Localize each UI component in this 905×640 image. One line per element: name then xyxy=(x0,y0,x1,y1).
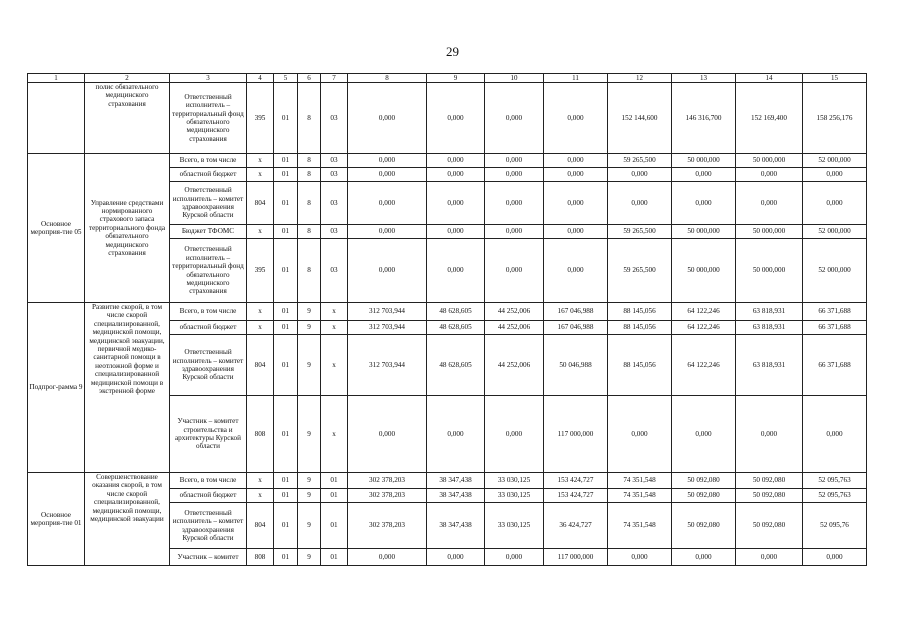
amount-cell: 88 145,056 xyxy=(608,321,672,335)
header-cell: 15 xyxy=(803,74,867,83)
amount-cell: 50 000,000 xyxy=(736,225,803,239)
amount-cell: 146 316,700 xyxy=(672,83,736,154)
amount-cell: 59 265,500 xyxy=(608,239,672,303)
amount-cell: 0,000 xyxy=(803,182,867,225)
program-cell: Основное мероприя-тие 01 xyxy=(28,473,85,566)
code-cell: 9 xyxy=(298,503,321,549)
amount-cell: 153 424,727 xyxy=(544,489,608,503)
amount-cell: 0,000 xyxy=(544,225,608,239)
amount-cell: 48 628,605 xyxy=(427,335,485,396)
amount-cell: 153 424,727 xyxy=(544,473,608,489)
amount-cell: 36 424,727 xyxy=(544,503,608,549)
code-cell: x xyxy=(321,303,348,321)
amount-cell: 0,000 xyxy=(348,225,427,239)
code-cell: 01 xyxy=(274,168,298,182)
code-cell: 9 xyxy=(298,335,321,396)
amount-cell: 0,000 xyxy=(427,154,485,168)
header-cell: 7 xyxy=(321,74,348,83)
amount-cell: 50 000,000 xyxy=(672,225,736,239)
amount-cell: 0,000 xyxy=(427,225,485,239)
amount-cell: 48 628,605 xyxy=(427,321,485,335)
amount-cell: 302 378,203 xyxy=(348,473,427,489)
amount-cell: 152 144,600 xyxy=(608,83,672,154)
amount-cell: 64 122,246 xyxy=(672,303,736,321)
code-cell: 03 xyxy=(321,154,348,168)
code-cell: 8 xyxy=(298,154,321,168)
amount-cell: 0,000 xyxy=(608,168,672,182)
amount-cell: 50 000,000 xyxy=(672,239,736,303)
header-cell: 4 xyxy=(247,74,274,83)
code-cell: 01 xyxy=(274,83,298,154)
code-cell: 9 xyxy=(298,473,321,489)
executor-cell: Бюджет ТФОМС xyxy=(170,225,247,239)
amount-cell: 0,000 xyxy=(348,182,427,225)
amount-cell: 88 145,056 xyxy=(608,335,672,396)
header-cell: 6 xyxy=(298,74,321,83)
amount-cell: 50 092,080 xyxy=(736,473,803,489)
amount-cell: 50 092,080 xyxy=(672,503,736,549)
executor-cell: Участник – комитет xyxy=(170,549,247,566)
code-cell: 395 xyxy=(247,83,274,154)
amount-cell: 74 351,548 xyxy=(608,489,672,503)
header-row xyxy=(28,74,867,83)
page-number: 29 xyxy=(446,44,459,59)
amount-cell: 52 095,763 xyxy=(803,473,867,489)
amount-cell: 0,000 xyxy=(803,549,867,566)
code-cell: 9 xyxy=(298,489,321,503)
measure-name-cell: Управление средствами нормированного страхового запаса территориального фонда обязательного медицинского страхования xyxy=(85,154,170,303)
executor-cell: областной бюджет xyxy=(170,321,247,335)
code-cell: 01 xyxy=(321,473,348,489)
amount-cell: 0,000 xyxy=(348,396,427,473)
amount-cell: 0,000 xyxy=(544,154,608,168)
amount-cell: 0,000 xyxy=(348,168,427,182)
code-cell: x xyxy=(247,473,274,489)
executor-cell: Ответственный исполнитель – комитет здравоохранения Курской области xyxy=(170,182,247,225)
amount-cell: 0,000 xyxy=(485,168,544,182)
code-cell: 8 xyxy=(298,239,321,303)
amount-cell: 158 256,176 xyxy=(803,83,867,154)
table-row xyxy=(28,154,867,168)
code-cell: x xyxy=(247,303,274,321)
amount-cell: 0,000 xyxy=(672,396,736,473)
amount-cell: 302 378,203 xyxy=(348,489,427,503)
amount-cell: 74 351,548 xyxy=(608,473,672,489)
amount-cell: 0,000 xyxy=(485,182,544,225)
code-cell: 9 xyxy=(298,396,321,473)
header-cell: 13 xyxy=(672,74,736,83)
measure-name-cell: полис обязательного медицинского страхования xyxy=(85,83,170,154)
code-cell: 8 xyxy=(298,168,321,182)
amount-cell: 0,000 xyxy=(485,225,544,239)
amount-cell: 0,000 xyxy=(736,182,803,225)
program-cell: Подпрог-рамма 9 xyxy=(28,303,85,473)
code-cell: x xyxy=(247,321,274,335)
amount-cell: 0,000 xyxy=(544,182,608,225)
code-cell: 01 xyxy=(274,473,298,489)
amount-cell: 167 046,988 xyxy=(544,303,608,321)
measure-name-cell: Развитие скорой, в том числе скорой специализированной, медицинской помощи, медицинской эвакуации, первичной медико-санитарной помощи в неотложной форме и специализированной медицинской помощи в экстренной форме xyxy=(85,303,170,473)
amount-cell: 52 000,000 xyxy=(803,225,867,239)
amount-cell: 0,000 xyxy=(672,549,736,566)
code-cell: 395 xyxy=(247,239,274,303)
header-cell: 14 xyxy=(736,74,803,83)
amount-cell: 66 371,688 xyxy=(803,335,867,396)
code-cell: 01 xyxy=(321,503,348,549)
amount-cell: 38 347,438 xyxy=(427,473,485,489)
amount-cell: 0,000 xyxy=(427,549,485,566)
amount-cell: 0,000 xyxy=(736,168,803,182)
amount-cell: 0,000 xyxy=(544,239,608,303)
amount-cell: 0,000 xyxy=(485,239,544,303)
table-row xyxy=(28,473,867,489)
measure-name-cell: Совершенствование оказания скорой, в том числе скорой специализированной, медицинской помощи, медицинской эвакуации xyxy=(85,473,170,566)
amount-cell: 0,000 xyxy=(608,396,672,473)
code-cell: x xyxy=(247,154,274,168)
header-cell: 2 xyxy=(85,74,170,83)
code-cell: 01 xyxy=(321,489,348,503)
amount-cell: 312 703,944 xyxy=(348,303,427,321)
code-cell: 03 xyxy=(321,168,348,182)
amount-cell: 167 046,988 xyxy=(544,321,608,335)
amount-cell: 0,000 xyxy=(485,396,544,473)
amount-cell: 52 095,76 xyxy=(803,503,867,549)
header-cell: 5 xyxy=(274,74,298,83)
amount-cell: 0,000 xyxy=(672,182,736,225)
amount-cell: 50 000,000 xyxy=(672,154,736,168)
code-cell: 03 xyxy=(321,182,348,225)
code-cell: 03 xyxy=(321,83,348,154)
code-cell: 804 xyxy=(247,503,274,549)
code-cell: 01 xyxy=(274,182,298,225)
header-cell: 10 xyxy=(485,74,544,83)
amount-cell: 0,000 xyxy=(427,83,485,154)
code-cell: 01 xyxy=(274,225,298,239)
amount-cell: 0,000 xyxy=(427,239,485,303)
amount-cell: 66 371,688 xyxy=(803,303,867,321)
executor-cell: Ответственный исполнитель – комитет здравоохранения Курской области xyxy=(170,335,247,396)
code-cell: 01 xyxy=(274,335,298,396)
amount-cell: 0,000 xyxy=(348,83,427,154)
executor-cell: Всего, в том числе xyxy=(170,473,247,489)
amount-cell: 50 000,000 xyxy=(736,239,803,303)
amount-cell: 0,000 xyxy=(427,396,485,473)
amount-cell: 50 092,080 xyxy=(736,503,803,549)
code-cell: 808 xyxy=(247,549,274,566)
amount-cell: 44 252,006 xyxy=(485,303,544,321)
amount-cell: 0,000 xyxy=(348,549,427,566)
code-cell: 9 xyxy=(298,549,321,566)
amount-cell: 117 000,000 xyxy=(544,396,608,473)
table-row xyxy=(28,83,867,154)
code-cell: x xyxy=(247,225,274,239)
amount-cell: 0,000 xyxy=(485,83,544,154)
header-cell: 9 xyxy=(427,74,485,83)
amount-cell: 0,000 xyxy=(608,182,672,225)
amount-cell: 0,000 xyxy=(608,549,672,566)
amount-cell: 117 000,000 xyxy=(544,549,608,566)
code-cell: 808 xyxy=(247,396,274,473)
code-cell: 01 xyxy=(274,549,298,566)
amount-cell: 0,000 xyxy=(672,168,736,182)
budget-table xyxy=(27,73,867,566)
amount-cell: 50 000,000 xyxy=(736,154,803,168)
amount-cell: 52 095,763 xyxy=(803,489,867,503)
executor-cell: Ответственный исполнитель – комитет здравоохранения Курской области xyxy=(170,503,247,549)
amount-cell: 312 703,944 xyxy=(348,335,427,396)
amount-cell: 0,000 xyxy=(427,168,485,182)
header-cell: 8 xyxy=(348,74,427,83)
header-cell: 3 xyxy=(170,74,247,83)
code-cell: 01 xyxy=(274,503,298,549)
amount-cell: 59 265,500 xyxy=(608,225,672,239)
amount-cell: 50 092,080 xyxy=(736,489,803,503)
code-cell: 01 xyxy=(321,549,348,566)
amount-cell: 0,000 xyxy=(348,154,427,168)
amount-cell: 63 818,931 xyxy=(736,303,803,321)
code-cell: 01 xyxy=(274,321,298,335)
amount-cell: 0,000 xyxy=(427,182,485,225)
code-cell: 01 xyxy=(274,489,298,503)
executor-cell: областной бюджет xyxy=(170,489,247,503)
amount-cell: 33 030,125 xyxy=(485,489,544,503)
code-cell: 9 xyxy=(298,303,321,321)
amount-cell: 38 347,438 xyxy=(427,489,485,503)
code-cell: x xyxy=(247,489,274,503)
executor-cell: Всего, в том числе xyxy=(170,303,247,321)
code-cell: 804 xyxy=(247,182,274,225)
amount-cell: 50 092,080 xyxy=(672,489,736,503)
amount-cell: 48 628,605 xyxy=(427,303,485,321)
code-cell: 8 xyxy=(298,225,321,239)
code-cell: 804 xyxy=(247,335,274,396)
amount-cell: 50 046,988 xyxy=(544,335,608,396)
code-cell: 9 xyxy=(298,321,321,335)
amount-cell: 152 169,400 xyxy=(736,83,803,154)
amount-cell: 0,000 xyxy=(544,168,608,182)
amount-cell: 33 030,125 xyxy=(485,473,544,489)
amount-cell: 66 371,688 xyxy=(803,321,867,335)
header-cell: 11 xyxy=(544,74,608,83)
amount-cell: 52 000,000 xyxy=(803,154,867,168)
amount-cell: 0,000 xyxy=(803,396,867,473)
executor-cell: Участник – комитет строительства и архитектуры Курской области xyxy=(170,396,247,473)
amount-cell: 63 818,931 xyxy=(736,335,803,396)
header-cell: 1 xyxy=(28,74,85,83)
code-cell: 01 xyxy=(274,396,298,473)
amount-cell: 33 030,125 xyxy=(485,503,544,549)
code-cell: 8 xyxy=(298,182,321,225)
amount-cell: 64 122,246 xyxy=(672,335,736,396)
amount-cell: 44 252,006 xyxy=(485,321,544,335)
amount-cell: 0,000 xyxy=(485,154,544,168)
amount-cell: 64 122,246 xyxy=(672,321,736,335)
code-cell: x xyxy=(321,396,348,473)
code-cell: x xyxy=(321,321,348,335)
code-cell: 01 xyxy=(274,154,298,168)
executor-cell: Ответственный исполнитель – территориальный фонд обязательного медицинского страхования xyxy=(170,239,247,303)
amount-cell: 59 265,500 xyxy=(608,154,672,168)
amount-cell: 44 252,006 xyxy=(485,335,544,396)
executor-cell: областной бюджет xyxy=(170,168,247,182)
amount-cell: 50 092,080 xyxy=(672,473,736,489)
executor-cell: Всего, в том числе xyxy=(170,154,247,168)
program-cell xyxy=(28,83,85,154)
amount-cell: 0,000 xyxy=(348,239,427,303)
amount-cell: 312 703,944 xyxy=(348,321,427,335)
program-cell: Основное мероприя-тие 05 xyxy=(28,154,85,303)
header-cell: 12 xyxy=(608,74,672,83)
code-cell: 03 xyxy=(321,239,348,303)
code-cell: 8 xyxy=(298,83,321,154)
code-cell: 01 xyxy=(274,303,298,321)
code-cell: 03 xyxy=(321,225,348,239)
amount-cell: 63 818,931 xyxy=(736,321,803,335)
amount-cell: 74 351,548 xyxy=(608,503,672,549)
amount-cell: 0,000 xyxy=(736,549,803,566)
code-cell: x xyxy=(321,335,348,396)
amount-cell: 302 378,203 xyxy=(348,503,427,549)
amount-cell: 0,000 xyxy=(736,396,803,473)
amount-cell: 0,000 xyxy=(544,83,608,154)
amount-cell: 52 000,000 xyxy=(803,239,867,303)
table-row xyxy=(28,303,867,321)
executor-cell: Ответственный исполнитель – территориальный фонд обязательного медицинского страхования xyxy=(170,83,247,154)
code-cell: 01 xyxy=(274,239,298,303)
code-cell: x xyxy=(247,168,274,182)
amount-cell: 38 347,438 xyxy=(427,503,485,549)
amount-cell: 0,000 xyxy=(803,168,867,182)
amount-cell: 88 145,056 xyxy=(608,303,672,321)
amount-cell: 0,000 xyxy=(485,549,544,566)
